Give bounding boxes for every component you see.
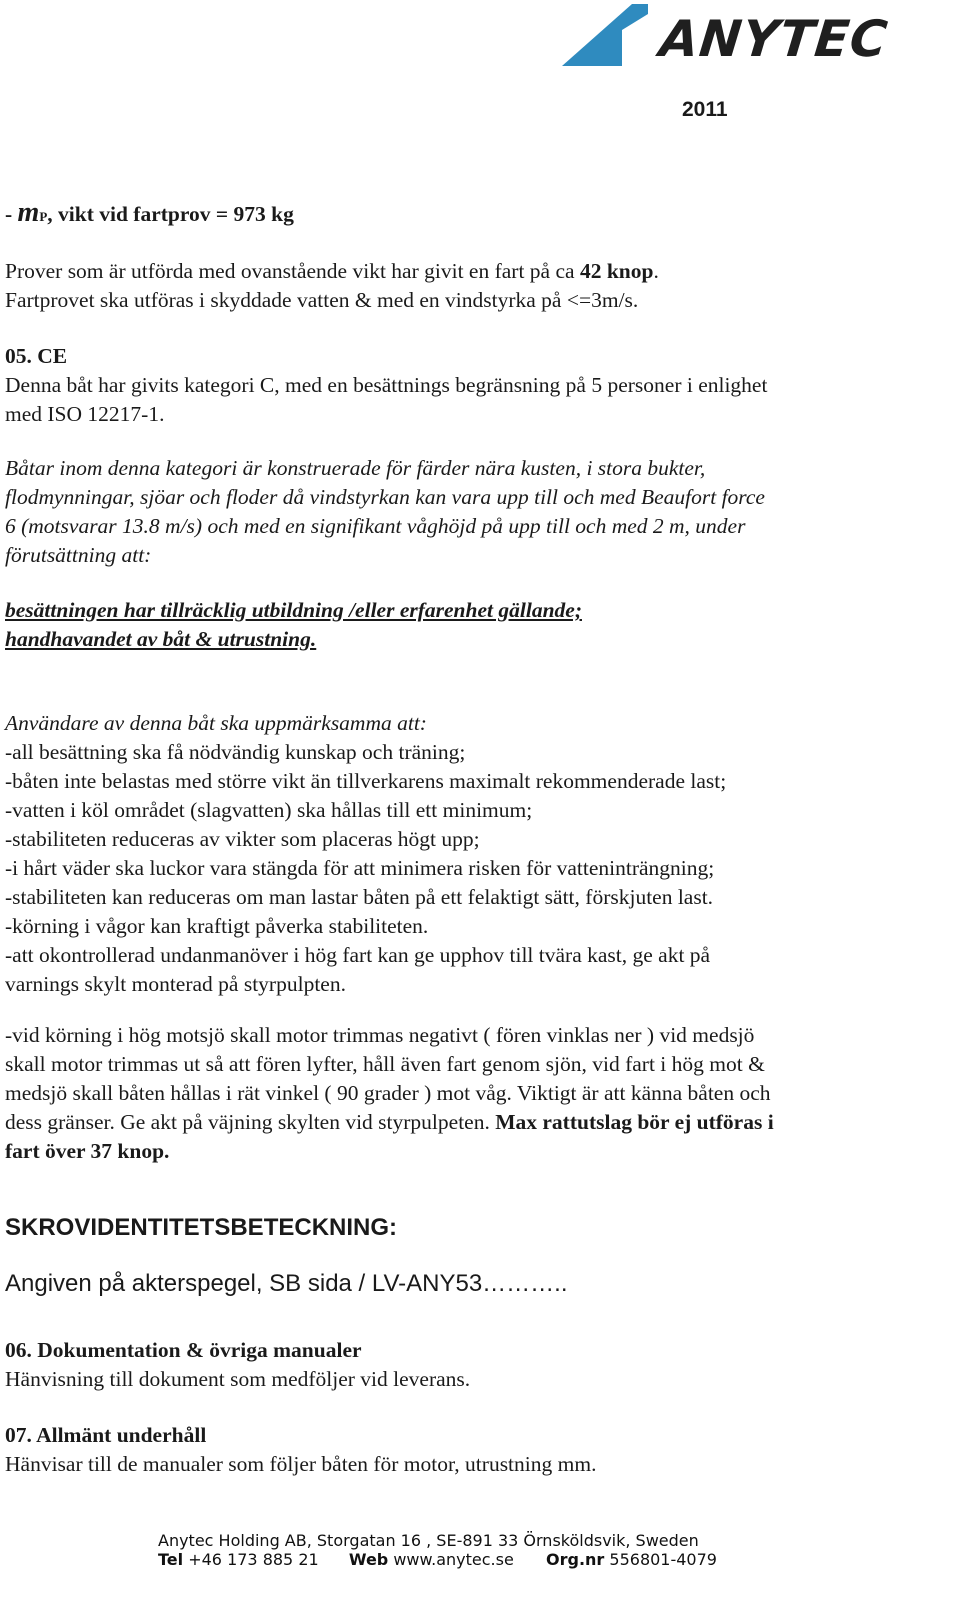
list-item: -i hårt väder ska luckor vara stängda för att minimera risken för vatteninträngning; bbox=[5, 856, 715, 880]
footer-org-label: Org.nr bbox=[546, 1550, 605, 1569]
driving-paragraph bbox=[5, 1021, 774, 1166]
ce-line-2: med ISO 12217-1. bbox=[5, 402, 165, 426]
condition-line: handhavandet av båt & utrustning. bbox=[5, 627, 317, 651]
category-line: Båtar inom denna kategori är konstruerade för färder nära kusten, i stora bukter, bbox=[5, 456, 706, 480]
driving-line-2: skall motor trimmas ut så att fören lyfter, håll även fart genom sjön, vid fart i hög mot & bbox=[5, 1052, 765, 1076]
footer-web-label: Web bbox=[348, 1550, 389, 1569]
list-item: -körning i vågor kan kraftigt påverka stabiliteten. bbox=[5, 914, 429, 938]
category-line: 6 (motsvarar 13.8 m/s) och med en signifikant våghöjd på upp till och med 2 m, under bbox=[5, 514, 746, 538]
list-item: -att okontrollerad undanmanöver i hög fart kan ge upphov till tvära kast, ge akt på bbox=[5, 943, 711, 967]
speed-test-text: Prover som är utförda med ovanstående vikt har givit en fart på ca bbox=[5, 259, 580, 283]
page-footer bbox=[158, 1531, 717, 1569]
weight-subscript: P bbox=[39, 209, 48, 224]
driving-warning-text: dess gränser. Ge akt på väjning skylten vid styrpulpeten. bbox=[5, 1110, 496, 1134]
docs-section bbox=[5, 1336, 470, 1394]
speed-test-line-2: Fartprovet ska utföras i skyddade vatten & med en vindstyrka på <=3m/s. bbox=[5, 288, 639, 312]
anytec-logo bbox=[560, 0, 955, 72]
ce-heading: 05. CE bbox=[5, 344, 68, 368]
hull-id-value: Angiven på akterspegel, SB sida / LV-ANY53……….. bbox=[5, 1270, 568, 1297]
footer-address: Anytec Holding AB, Storgatan 16 , SE-891 33 Örnsköldsvik, Sweden bbox=[158, 1531, 699, 1550]
brand-wordmark: ANYTEC bbox=[656, 10, 891, 68]
speed-test-end: . bbox=[653, 259, 659, 283]
category-paragraph bbox=[5, 454, 765, 570]
maintenance-heading: 07. Allmänt underhåll bbox=[5, 1423, 207, 1447]
weight-prefix: - bbox=[5, 202, 18, 226]
user-notes bbox=[5, 709, 726, 999]
weight-text: , vikt vid fartprov = 973 kg bbox=[47, 202, 294, 226]
footer-web-link[interactable]: www.anytec.se bbox=[388, 1550, 514, 1569]
list-item: -stabiliteten kan reduceras om man lastar båten på ett felaktigt sätt, förskjuten last. bbox=[5, 885, 714, 909]
footer-org-value: 556801-4079 bbox=[604, 1550, 717, 1569]
speed-test-knots: 42 knop bbox=[579, 259, 654, 283]
condition-line: besättningen har tillräcklig utbildning /eller erfarenhet gällande; bbox=[5, 598, 582, 622]
driving-line-4 bbox=[5, 1108, 774, 1137]
docs-heading: 06. Dokumentation & övriga manualer bbox=[5, 1338, 362, 1362]
list-item: -vatten i köl området (slagvatten) ska hållas till ett minimum; bbox=[5, 798, 533, 822]
hull-id-heading: SKROVIDENTITETSBETECKNING: bbox=[5, 1214, 398, 1241]
list-item: -stabiliteten reduceras av vikter som placeras högt upp; bbox=[5, 827, 480, 851]
speed-test-line-1 bbox=[5, 257, 659, 286]
document-year: 2011 bbox=[682, 98, 728, 121]
driving-line-1: -vid körning i hög motsjö skall motor trimmas negativt ( fören vinklas ner ) vid medsjö bbox=[5, 1023, 755, 1047]
max-steering-warning: Max rattutslag bör ej utföras i bbox=[495, 1110, 774, 1134]
driving-line-5: fart över 37 knop. bbox=[5, 1139, 170, 1163]
maintenance-section bbox=[5, 1421, 596, 1479]
list-item: -båten inte belastas med större vikt än tillverkarens maximalt rekommenderade last; bbox=[5, 769, 727, 793]
list-item: varnings skylt monterad på styrpulpten. bbox=[5, 972, 346, 996]
weight-symbol: m bbox=[17, 197, 40, 228]
docs-text: Hänvisning till dokument som medföljer vid leverans. bbox=[5, 1367, 471, 1391]
list-item: -all besättning ska få nödvändig kunskap och träning; bbox=[5, 740, 466, 764]
speed-test-paragraph bbox=[5, 257, 659, 315]
anytec-sail-logo-icon bbox=[560, 0, 660, 70]
footer-contact bbox=[158, 1550, 717, 1569]
category-line: förutsättning att: bbox=[5, 543, 152, 567]
ce-section bbox=[5, 342, 767, 429]
category-conditions bbox=[5, 596, 582, 654]
ce-line-1: Denna båt har givits kategori C, med en besättnings begränsning på 5 personer i enlighet bbox=[5, 373, 768, 397]
footer-tel-label: Tel bbox=[158, 1550, 184, 1569]
category-line: flodmynningar, sjöar och floder då vindstyrkan kan vara upp till och med Beaufort force bbox=[5, 485, 765, 509]
maintenance-text: Hänvisar till de manualer som följer båten för motor, utrustning mm. bbox=[5, 1452, 597, 1476]
user-notes-heading: Användare av denna båt ska uppmärksamma att: bbox=[5, 711, 427, 735]
driving-line-3: medsjö skall båten hållas i rät vinkel ( 90 grader ) mot våg. Viktigt är att känna båten och bbox=[5, 1081, 771, 1105]
weight-line bbox=[5, 198, 294, 231]
footer-tel-value: +46 173 885 21 bbox=[183, 1550, 319, 1569]
